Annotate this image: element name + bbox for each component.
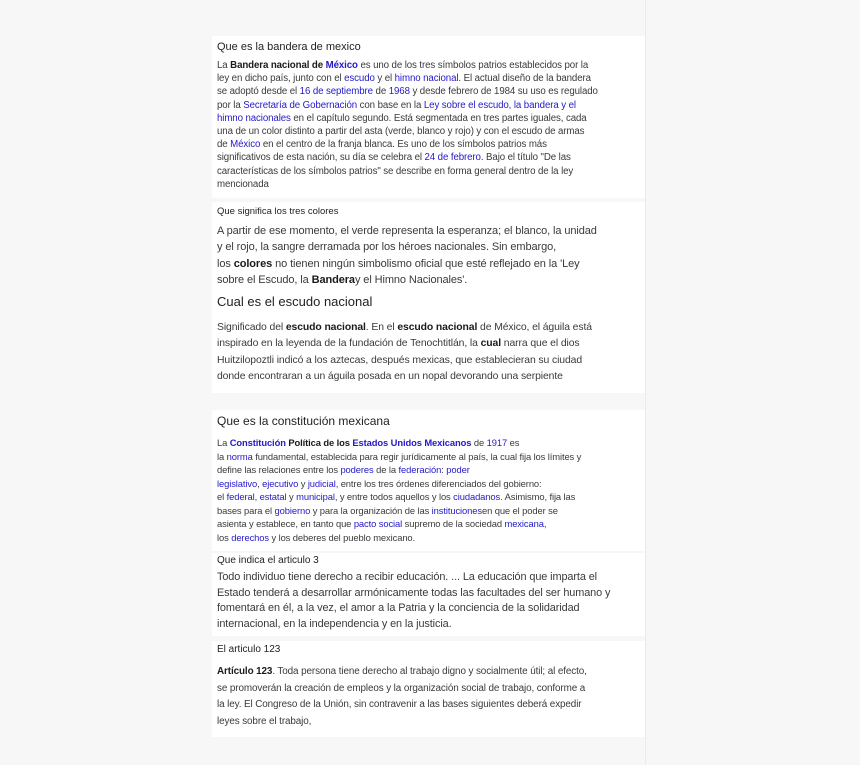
question-heading[interactable]: Que es la bandera de mexico (217, 41, 361, 53)
snippet-text: no tienen ningún simbolismo oficial que esté reflejado en la 'Ley (272, 257, 580, 270)
snippet-text: . Toda persona tiene derecho al trabajo digno y socialmente útil; al efecto, (272, 666, 587, 677)
qa-section-constitucion (212, 410, 645, 551)
snippet-text: de México, el águila está (477, 322, 592, 333)
snippet-text: . En el (365, 322, 398, 333)
snippet-text: la ley. El Congreso de la Unión, sin contravenir a las bases siguientes deberá expedir (217, 699, 582, 711)
answer-paragraph (217, 223, 637, 289)
snippet-text: Significado del (217, 322, 286, 333)
snippet-text: Artículo 123 (217, 666, 273, 677)
snippet-text: . El actual diseño de la bandera (458, 73, 591, 85)
snippet-text: y para la organización de las (310, 504, 432, 516)
snippet-text: , (543, 518, 547, 529)
snippet-text: de la (373, 464, 399, 475)
snippet-link[interactable]: poderes (340, 464, 374, 475)
qa-section-colores (212, 202, 645, 296)
snippet-text: bases para el (217, 504, 275, 516)
question-heading[interactable]: Que significa los tres colores (217, 206, 339, 217)
snippet-link[interactable]: mexicana (504, 518, 544, 529)
snippet-text: y (286, 491, 297, 502)
snippet-text: asienta y establece, en tanto que (217, 518, 354, 529)
snippet-text: colores (233, 257, 273, 270)
snippet-link[interactable]: poder (446, 464, 470, 475)
question-heading[interactable]: Cual es el escudo nacional (217, 294, 373, 309)
snippet-text: . Asimismo, fija las (500, 491, 576, 502)
snippet-link[interactable]: instituciones (431, 504, 482, 516)
snippet-link[interactable]: Constitución (229, 437, 286, 448)
snippet-text: es (507, 437, 520, 448)
snippet-text: es uno de los tres símbolos patrios establecidos por la (357, 60, 589, 71)
snippet-link[interactable]: 1917 (486, 437, 508, 448)
snippet-text: significativos de esta nación, su día se celebra el (217, 152, 425, 164)
snippet-text: donde encontraran a un águila posada en un nopal devorando una serpiente (217, 371, 563, 383)
snippet-text: de (471, 437, 487, 448)
snippet-text: el (217, 491, 227, 502)
snippet-link[interactable]: himno nacionales (217, 112, 291, 124)
snippet-link[interactable]: federal (226, 491, 255, 502)
snippet-link[interactable]: derechos (231, 531, 269, 543)
snippet-link[interactable]: Estados Unidos Mexicanos (352, 437, 472, 448)
snippet-link[interactable]: judicial (307, 477, 336, 489)
question-heading[interactable]: Que indica el articulo 3 (217, 555, 319, 566)
snippet-text: Bandera nacional de (230, 60, 326, 71)
snippet-text: ley en dicho país, junto con el (217, 73, 345, 85)
snippet-text: características de los símbolos patrios" se describe en forma general dentro de la ley (217, 165, 574, 177)
snippet-link[interactable]: pacto social (353, 518, 403, 529)
snippet-text: Política de los (285, 437, 353, 448)
snippet-link[interactable]: 24 de febrero (424, 152, 481, 164)
snippet-text: y el (374, 73, 395, 85)
snippet-text: internacional, en la independencia y en la justicia. (217, 617, 452, 630)
snippet-text: una de un color distinto a partir del asta (verde, blanco y rojo) y con el escudo de armas (217, 126, 585, 138)
snippet-text: leyes sobre el trabajo, (217, 715, 312, 727)
snippet-link[interactable]: himno nacional (394, 73, 459, 85)
snippet-text: define las relaciones entre los (217, 464, 341, 475)
snippet-link[interactable]: municipal (296, 491, 335, 502)
snippet-text: escudo nacional (285, 322, 366, 333)
snippet-text: y (298, 477, 308, 489)
page-edge-divider (645, 0, 646, 765)
snippet-link[interactable]: 1968 (388, 86, 410, 98)
snippet-link[interactable]: legislativo (217, 477, 258, 489)
snippet-text: y el Himno Nacionales'. (354, 274, 468, 287)
snippet-text: supremo de la sociedad (402, 518, 505, 529)
snippet-link[interactable]: escudo (344, 73, 375, 85)
snippet-text: los (217, 257, 234, 270)
snippet-text: Todo individuo tiene derecho a recibir educación. ... La educación que imparta el (217, 571, 597, 583)
snippet-text: en el capítulo segundo. Está segmentada en tres partes iguales, cada (290, 112, 587, 124)
snippet-link[interactable]: estatal (259, 491, 287, 502)
snippet-text: Huitzilopoztli indicó a los aztecas, después mexicas, que establecieran su ciudad (217, 354, 583, 366)
snippet-text: La (217, 437, 230, 448)
qa-section-articulo-3 (212, 553, 645, 636)
snippet-text: inspirado en la leyenda de la fundación de Tenochtitlán, la (217, 338, 481, 350)
snippet-text: fomentará en él, a la vez, el amor a la Patria y la conciencia de la solidaridad (217, 602, 580, 615)
snippet-link[interactable]: México (325, 60, 358, 71)
question-heading[interactable]: El articulo 123 (217, 644, 281, 655)
qa-section-bandera (212, 36, 645, 198)
snippet-text: con base en la (357, 99, 424, 111)
snippet-text: , y entre todos aquellos y los (334, 491, 454, 502)
snippet-text: Estado tenderá a desarrollar armónicamente todas las facultades del ser humano y (217, 586, 611, 599)
question-heading[interactable]: Que es la constitución mexicana (217, 414, 390, 428)
snippet-link[interactable]: ejecutivo (262, 477, 299, 489)
snippet-link[interactable]: federación (398, 464, 442, 475)
snippet-text: . Bajo el título "De las (480, 152, 571, 164)
answer-paragraph (217, 320, 637, 386)
snippet-link[interactable]: ciudadanos (453, 491, 501, 502)
qa-section-articulo-123 (212, 641, 645, 737)
snippet-text: de (217, 139, 231, 151)
snippet-text: sobre el Escudo, la (217, 274, 312, 287)
snippet-text: y los deberes del pueblo mexicano. (268, 531, 416, 543)
snippet-text: La (217, 60, 231, 71)
snippet-link[interactable]: norma (226, 450, 253, 462)
snippet-text: se adoptó desde el (217, 86, 300, 98)
answer-paragraph (217, 59, 637, 191)
snippet-text: los (217, 531, 232, 543)
snippet-text: por la (217, 99, 244, 111)
snippet-text: , (254, 491, 260, 502)
answer-paragraph (217, 570, 637, 632)
snippet-text: la (217, 450, 227, 462)
snippet-text: : (441, 464, 447, 475)
snippet-link[interactable]: gobierno (274, 504, 311, 516)
snippet-text: de (372, 86, 389, 98)
snippet-text: , entre los tres órdenes diferenciados del gobierno: (335, 477, 542, 489)
snippet-text: fundamental, establecida para regir jurídicamente al país, la cual fija los límites y (252, 450, 582, 462)
snippet-link[interactable]: 16 de septiembre (299, 86, 373, 98)
answer-paragraph (217, 436, 637, 544)
snippet-text: en el centro de la franja blanca. Es uno de los símbolos patrios más (260, 139, 547, 151)
snippet-text: en que el poder se (481, 504, 558, 516)
snippet-text: escudo nacional (397, 322, 478, 333)
snippet-text: y desde febrero de 1984 su uso es regulado (409, 86, 598, 98)
snippet-text: cual (480, 338, 501, 350)
snippet-text: A partir de ese momento, el verde representa la esperanza; el blanco, la unidad (217, 225, 597, 237)
snippet-link[interactable]: Ley sobre el escudo, la bandera y el (423, 99, 576, 111)
snippet-text: se promoverán la creación de empleos y la organización social de trabajo, conforme a (217, 682, 586, 694)
snippet-text: mencionada (217, 178, 269, 190)
snippet-text: , (257, 477, 263, 489)
qa-section-escudo (212, 290, 645, 393)
answer-paragraph (217, 664, 637, 730)
snippet-text: y el rojo, la sangre derramada por los héroes nacionales. Sin embargo, (217, 241, 557, 254)
snippet-text: narra que el dios (501, 338, 580, 350)
snippet-text: Bandera (311, 274, 355, 287)
snippet-link[interactable]: Secretaría de Gobernación (243, 99, 358, 111)
snippet-link[interactable]: México (230, 139, 261, 151)
